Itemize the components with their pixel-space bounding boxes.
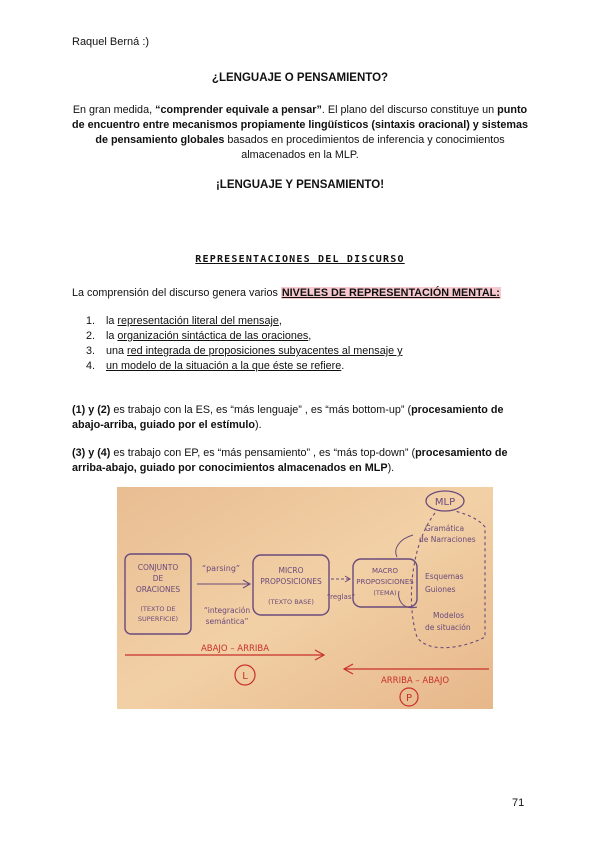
bold-text: procesamiento de arriba-abajo, guiado por conocimientos almacenados en MLP: [72, 447, 508, 474]
page-number: 71: [512, 797, 525, 809]
box1-sub1: (TEXTO DE: [140, 605, 176, 613]
mlp-label: MLP: [434, 497, 456, 508]
text: ).: [254, 419, 262, 431]
box1-line1: CONJUNTO: [137, 563, 179, 572]
l-label: L: [242, 671, 248, 682]
item-prefix: la: [106, 330, 118, 342]
paragraph-bottom-up: [72, 403, 532, 433]
parsing-label: “parsing”: [201, 564, 241, 573]
list-item: [86, 314, 403, 329]
arriba-abajo-label: ARRIBA – ABAJO: [380, 676, 450, 686]
paragraph-top-down: [72, 446, 532, 476]
highlighted-term: NIVELES DE REPRESENTACIÓN MENTAL:: [281, 287, 500, 299]
item-prefix: la: [106, 315, 118, 327]
item-prefix: una: [106, 345, 128, 357]
diagram-photo: [117, 487, 493, 709]
levels-list: [86, 314, 403, 374]
bold-label: (3) y (4): [72, 447, 111, 459]
bold-text: procesamiento de abajo-arriba, guiado por el estímulo: [72, 404, 504, 431]
item-number: 4.: [86, 360, 96, 372]
intro-bold-quote: “comprender equivale a pensar”: [155, 104, 322, 116]
item-number: 3.: [86, 345, 96, 357]
section-title: REPRESENTACIONES DEL DISCURSO: [195, 254, 405, 265]
integracion-line2: semántica”: [205, 617, 249, 626]
mlp-item-esquemas: Esquemas: [425, 572, 464, 581]
box1-line3: ORACIONES: [135, 585, 181, 594]
mlp-item-gramatica: Gramática: [425, 524, 465, 533]
lead-text: La comprensión del discurso genera varios: [72, 287, 281, 299]
text: es trabajo con EP, es “más pensamiento” , es “más top-down” (: [110, 447, 416, 459]
mlp-item-narraciones: de Narraciones: [419, 535, 476, 544]
box3-line2: PROPOSICIONES: [356, 578, 414, 586]
item-underlined: organización sintáctica de las oraciones: [117, 330, 309, 342]
item-number: 2.: [86, 330, 96, 342]
list-item: [86, 344, 403, 359]
box1-line2: DE: [152, 574, 164, 583]
item-number: 1.: [86, 315, 96, 327]
intro-text-2: . El plano del discurso constituye un: [321, 104, 498, 116]
integracion-line1: “integración: [203, 606, 251, 615]
reglas-label: “reglas”: [326, 593, 356, 601]
mlp-item-situacion: de situación: [425, 623, 471, 632]
item-suffix: .: [341, 360, 345, 372]
bold-label: (1) y (2): [72, 404, 111, 416]
text: es trabajo con la ES, es “más lenguaje” , es “más bottom-up” (: [110, 404, 412, 416]
title-lenguaje-o-pensamiento: ¿LENGUAJE O PENSAMIENTO?: [211, 72, 389, 84]
abajo-arriba-label: ABAJO – ARRIBA: [200, 644, 270, 654]
box3-line3: (TEMA): [373, 589, 397, 597]
list-item: [86, 359, 403, 374]
item-underlined: un modelo de la situación a la que éste se refiere: [106, 360, 342, 372]
mlp-item-modelos: Modelos: [433, 611, 465, 620]
intro-text-1: En gran medida,: [72, 104, 156, 116]
item-underlined: representación literal del mensaje: [117, 315, 279, 327]
author-header: Raquel Berná :): [72, 36, 150, 48]
intro-text-3: basados en procedimientos de inferencia y conocimientos almacenados en la MLP.: [224, 134, 505, 161]
list-item: [86, 329, 403, 344]
intro-paragraph: [72, 103, 528, 163]
box1-sub2: SUPERFICIE): [137, 615, 179, 623]
box2-sub: (TEXTO BASE): [268, 598, 314, 606]
item-suffix: ,: [308, 330, 312, 342]
item-suffix: ,: [278, 315, 282, 327]
box3-line1: MACRO: [372, 567, 398, 575]
box2-line1: MICRO: [278, 566, 304, 575]
box2-line2: PROPOSICIONES: [260, 577, 322, 586]
mlp-item-guiones: Guiones: [425, 585, 456, 594]
title-lenguaje-y-pensamiento: ¡LENGUAJE Y PENSAMIENTO!: [215, 179, 385, 191]
lead-sentence: [72, 287, 501, 299]
text: ).: [387, 462, 395, 474]
intro-bold-concept: punto de encuentro entre mecanismos propiamente lingüísticos (sintaxis oracional) y sistemas de pensamiento globales: [72, 104, 529, 146]
item-underlined: red integrada de proposiciones subyacentes al mensaje y: [127, 345, 403, 357]
p-label: P: [405, 693, 413, 704]
